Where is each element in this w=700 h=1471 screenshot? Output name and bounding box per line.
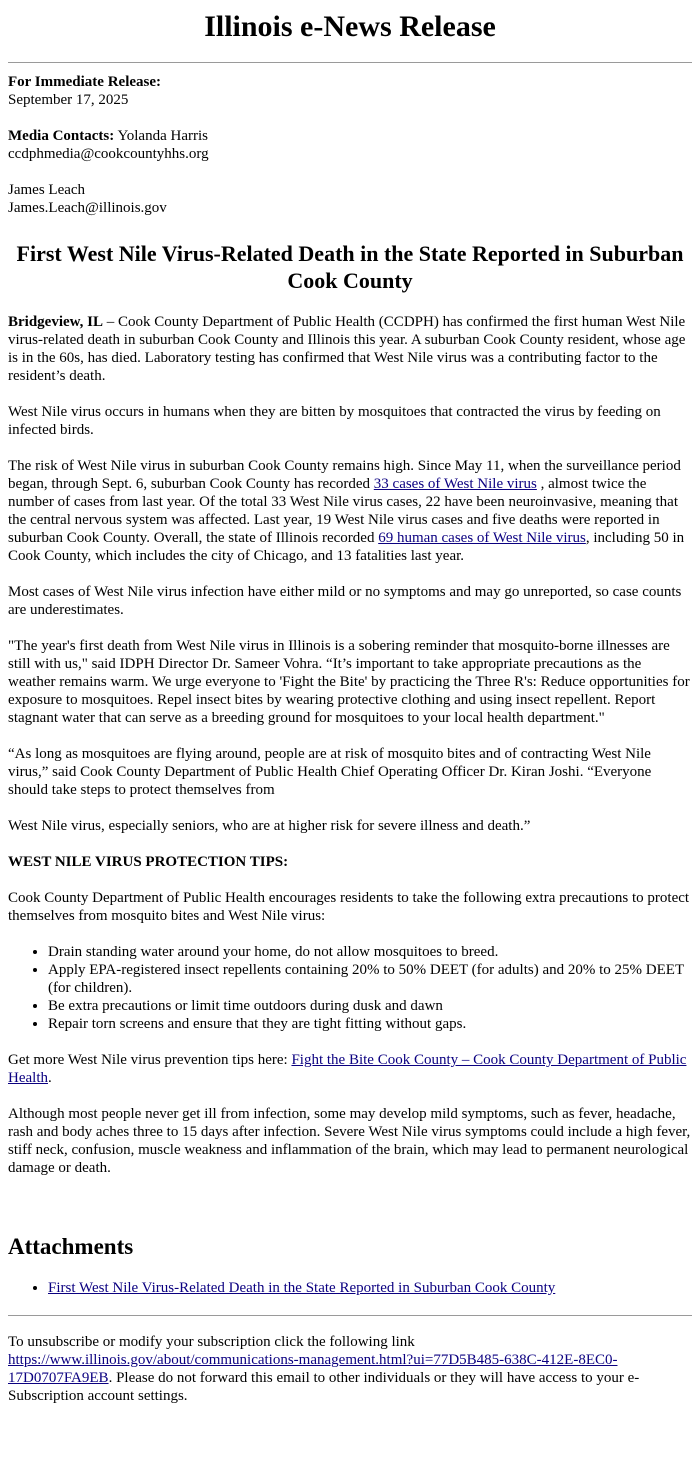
contact-1-email: ccdphmedia@cookcountyhhs.org [8, 146, 209, 162]
contact-2-name: James Leach [8, 182, 86, 198]
fight-the-bite-link[interactable]: Fight the Bite Cook County – Cook County Department of Public Health [8, 1052, 687, 1086]
attachments-list [8, 1279, 692, 1297]
paragraph-precautions: Cook County Department of Public Health encourages residents to take the following extra precautions to protect themselves from mosquito bites and West Nile virus: [8, 890, 690, 924]
paragraph-more-tips [8, 1051, 692, 1087]
list-item: • Be extra precautions or limit time outdoors during dusk and dawn [48, 997, 692, 1015]
list-item: • Drain standing water around your home, do not allow mosquitoes to breed. [48, 943, 692, 961]
cases-link[interactable]: 33 cases of West Nile virus [373, 476, 537, 492]
release-label: For Immediate Release: [8, 74, 162, 90]
paragraph-quote-idph: "The year's first death from West Nile virus in Illinois is a sobering reminder that mosquito-borne illnesses are still with us," said IDPH Director Dr. Sameer Vohra. “It’s important to take appropriate precautions as the weather remains warm. We urge everyone to 'Fight the Bite' by practicing the Three R's: Reduce opportunities for exposure to mosquitoes. Repel insect bites by wearing protective clothing and using insect repellent. Report stagnant water that can serve as a breeding ground for mosquitoes to your local health department." [8, 638, 690, 726]
paragraph-illness: Although most people never get ill from infection, some may develop mild symptoms, such as fever, headache, rash and body aches three to 15 days after infection. Severe West Nile virus symptoms could include a high fever, stiff neck, confusion, muscle weakness and inflammation of the brain, which may lead to permanent neurological damage or death. [8, 1106, 691, 1176]
divider [8, 62, 692, 63]
media-contact-2 [8, 181, 692, 217]
list-item [48, 1279, 692, 1297]
footer-text: To unsubscribe or modify your subscription click the following link [8, 1334, 415, 1350]
contact-2-email: James.Leach@illinois.gov [8, 200, 167, 216]
page-title: Illinois e-News Release [204, 10, 496, 43]
footer-text: . Please do not forward this email to other individuals or they will have access to your e-Subscription account settings. [8, 1370, 640, 1404]
paragraph-text: , almost twice the number of cases from last year. Of the total 33 West Nile virus cases, 22 have been neuroinvasive, meaning that the central nervous system was affected. Last year, 19 West Nile virus cases and five deaths were reported in suburban Cook County. Overall, the state of Illinois recorded [8, 476, 678, 546]
list-item: • Apply EPA-registered insect repellents containing 20% to 50% DEET (for adults) and 20% to 25% DEET (for children). [48, 961, 692, 997]
article-headline: First West Nile Virus-Related Death in the State Reported in Suburban Cook County [16, 241, 684, 293]
paragraph-quote-ccdph: “As long as mosquitoes are flying around, people are at risk of mosquito bites and of contracting West Nile virus,” said Cook County Department of Public Health Chief Operating Officer Dr. Kiran Joshi. “Everyone should take steps to protect themselves from [8, 746, 652, 798]
tips-heading [8, 853, 692, 871]
tips-list [8, 943, 692, 1033]
paragraph-quote-continued: West Nile virus, especially seniors, who are at higher risk for severe illness and death.” [8, 818, 531, 834]
email-page [0, 9, 700, 1405]
paragraph-symptoms: Most cases of West Nile virus infection have either mild or no symptoms and may go unreported, so case counts are underestimates. [8, 584, 682, 618]
paragraph-transmission: West Nile virus occurs in humans when they are bitten by mosquitoes that contracted the virus by feeding on infected birds. [8, 404, 661, 438]
unsubscribe-footer [8, 1333, 692, 1405]
divider [8, 1315, 692, 1316]
media-contact-1 [8, 127, 692, 163]
paragraph-text: – Cook County Department of Public Health (CCDPH) has confirmed the first human West Nile virus-related death in suburban Cook County and Illinois this year. A suburban Cook County resident, whose age is in the 60s, has died. Laboratory testing has confirmed that West Nile virus was a contributing factor to the resident’s death. [8, 314, 686, 384]
unsubscribe-link[interactable]: https://www.illinois.gov/about/communications-management.html?ui=77D5B485-638C-412E-8EC0-17D0707FA9EB [8, 1352, 618, 1386]
attachment-link[interactable]: First West Nile Virus-Related Death in the State Reported in Suburban Cook County [48, 1280, 556, 1296]
dateline: Bridgeview, IL [8, 314, 104, 330]
paragraph-risk [8, 457, 692, 565]
paragraph-text: , including 50 in Cook County, which includes the city of Chicago, and 13 fatalities last year. [8, 530, 685, 564]
paragraph-text: The risk of West Nile virus in suburban Cook County remains high. Since May 11, when the surveillance period began, through Sept. 6, suburban Cook County has recorded [8, 458, 681, 492]
release-date: September 17, 2025 [8, 92, 129, 108]
contact-1-name: Yolanda Harris [117, 128, 208, 144]
tips-heading-text: WEST NILE VIRUS PROTECTION TIPS: [8, 854, 289, 870]
paragraph-text: Get more West Nile virus prevention tips here: [8, 1052, 292, 1068]
human-cases-link[interactable]: 69 human cases of West Nile virus [378, 530, 586, 546]
media-contacts-label: Media Contacts: [8, 128, 115, 144]
paragraph-dateline [8, 313, 692, 385]
paragraph-text: . [47, 1070, 52, 1086]
attachments-heading: Attachments [8, 1234, 134, 1259]
list-item: • Repair torn screens and ensure that they are tight fitting without gaps. [48, 1015, 692, 1033]
release-info [8, 73, 692, 109]
